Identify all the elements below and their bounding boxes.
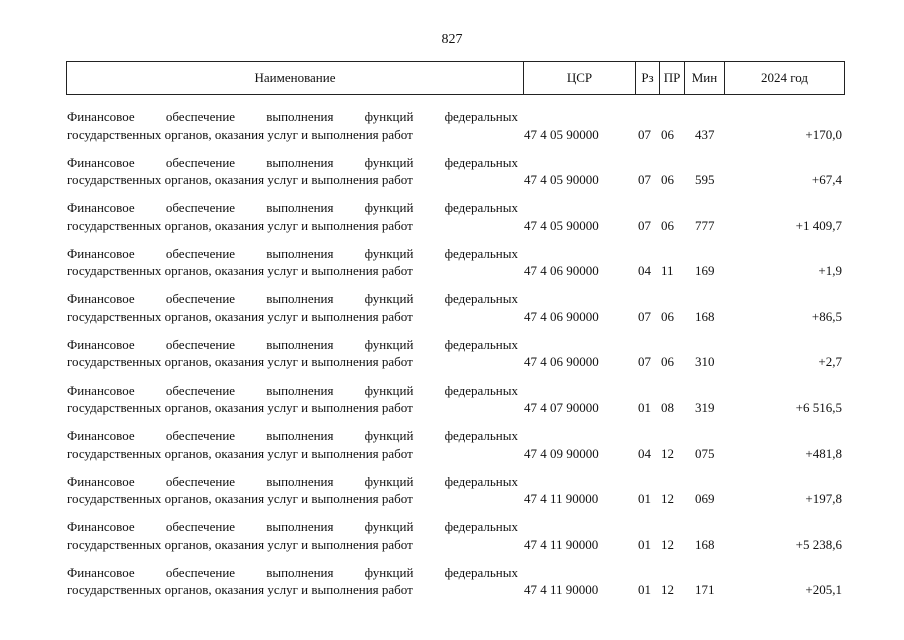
row-min: 310 (695, 354, 715, 370)
row-amount: +86,5 (811, 308, 842, 324)
row-amount: +1 409,7 (795, 217, 842, 233)
table-row (0, 564, 904, 610)
row-min: 075 (695, 445, 715, 461)
row-name-line2: государственных органов, оказания услуг и выполнения работ (67, 400, 413, 416)
table-row (0, 382, 904, 428)
row-name-line2: государственных органов, оказания услуг и выполнения работ (67, 536, 413, 552)
row-min: 169 (695, 263, 715, 279)
row-rz: 04 (638, 263, 651, 279)
row-csr: 47 4 05 90000 (524, 172, 599, 188)
row-name (67, 473, 518, 508)
row-pr: 06 (661, 172, 674, 188)
table-body (0, 108, 904, 610)
row-min: 069 (695, 491, 715, 507)
table-row (0, 473, 904, 519)
row-rz: 01 (638, 491, 651, 507)
table-row (0, 290, 904, 336)
table-row (0, 518, 904, 564)
row-name (67, 427, 518, 462)
row-rz: 07 (638, 172, 651, 188)
row-name (67, 564, 518, 599)
row-amount: +5 238,6 (795, 536, 842, 552)
row-name (67, 245, 518, 280)
table-row (0, 199, 904, 245)
row-csr: 47 4 06 90000 (524, 263, 599, 279)
row-rz: 04 (638, 445, 651, 461)
row-name-line1: Финансовое обеспечение выполнения функций федеральных (67, 428, 518, 444)
row-min: 777 (695, 217, 715, 233)
header-csr: ЦСР (523, 62, 635, 94)
row-csr: 47 4 11 90000 (524, 491, 599, 507)
row-pr: 08 (661, 400, 674, 416)
row-name (67, 382, 518, 417)
row-rz: 01 (638, 536, 651, 552)
row-name-line1: Финансовое обеспечение выполнения функций федеральных (67, 245, 518, 261)
row-rz: 01 (638, 582, 651, 598)
row-name-line1: Финансовое обеспечение выполнения функций федеральных (67, 291, 518, 307)
row-pr: 12 (661, 536, 674, 552)
row-name-line1: Финансовое обеспечение выполнения функций федеральных (67, 109, 518, 124)
row-name (67, 336, 518, 371)
page-number: 827 (441, 32, 463, 47)
header-year: 2024 год (724, 62, 844, 94)
row-min: 437 (695, 126, 715, 142)
row-name-line1: Финансовое обеспечение выполнения функций федеральных (67, 519, 518, 535)
row-name (67, 154, 518, 189)
row-name (67, 108, 518, 143)
row-csr: 47 4 09 90000 (524, 445, 599, 461)
row-name-line1: Финансовое обеспечение выполнения функций федеральных (67, 382, 518, 398)
row-amount: +1,9 (818, 263, 842, 279)
row-pr: 06 (661, 308, 674, 324)
row-amount: +481,8 (805, 445, 842, 461)
row-csr: 47 4 05 90000 (524, 217, 599, 233)
row-rz: 07 (638, 217, 651, 233)
row-pr: 11 (661, 263, 674, 279)
row-csr: 47 4 05 90000 (524, 126, 599, 142)
row-name (67, 290, 518, 325)
row-name-line2: государственных органов, оказания услуг и выполнения работ (67, 354, 413, 370)
row-name-line2: государственных органов, оказания услуг и выполнения работ (67, 582, 413, 598)
row-name-line2: государственных органов, оказания услуг и выполнения работ (67, 491, 413, 507)
row-pr: 06 (661, 217, 674, 233)
header-rz: Рз (635, 62, 659, 94)
row-name (67, 518, 518, 553)
row-pr: 12 (661, 445, 674, 461)
row-name-line2: государственных органов, оказания услуг и выполнения работ (67, 308, 413, 324)
row-amount: +67,4 (811, 172, 842, 188)
header-min: Мин (684, 62, 724, 94)
table-header (66, 61, 845, 95)
row-pr: 06 (661, 126, 674, 142)
row-rz: 07 (638, 354, 651, 370)
row-amount: +205,1 (805, 582, 842, 598)
row-csr: 47 4 06 90000 (524, 308, 599, 324)
row-min: 168 (695, 308, 715, 324)
table-row (0, 427, 904, 473)
row-rz: 07 (638, 308, 651, 324)
row-name-line2: государственных органов, оказания услуг и выполнения работ (67, 263, 413, 279)
row-name-line1: Финансовое обеспечение выполнения функций федеральных (67, 564, 518, 580)
row-name-line1: Финансовое обеспечение выполнения функций федеральных (67, 473, 518, 489)
row-amount: +170,0 (805, 126, 842, 142)
row-csr: 47 4 07 90000 (524, 400, 599, 416)
row-name-line2: государственных органов, оказания услуг и выполнения работ (67, 445, 413, 461)
row-name-line2: государственных органов, оказания услуг и выполнения работ (67, 126, 413, 142)
row-min: 319 (695, 400, 715, 416)
row-rz: 01 (638, 400, 651, 416)
row-pr: 12 (661, 491, 674, 507)
row-name-line2: государственных органов, оказания услуг и выполнения работ (67, 217, 413, 233)
header-pr: ПР (659, 62, 684, 94)
table-row (0, 245, 904, 291)
row-rz: 07 (638, 126, 651, 142)
row-name-line1: Финансовое обеспечение выполнения функций федеральных (67, 154, 518, 170)
row-pr: 12 (661, 582, 674, 598)
header-name: Наименование (254, 70, 336, 85)
row-amount: +6 516,5 (795, 400, 842, 416)
row-name-line1: Финансовое обеспечение выполнения функций федеральных (67, 200, 518, 216)
row-name (67, 199, 518, 234)
row-name-line2: государственных органов, оказания услуг и выполнения работ (67, 172, 413, 188)
row-amount: +2,7 (818, 354, 842, 370)
row-min: 168 (695, 536, 715, 552)
table-row (0, 108, 904, 154)
row-amount: +197,8 (805, 491, 842, 507)
row-csr: 47 4 11 90000 (524, 536, 599, 552)
row-csr: 47 4 11 90000 (524, 582, 599, 598)
row-csr: 47 4 06 90000 (524, 354, 599, 370)
table-row (0, 336, 904, 382)
table-row (0, 154, 904, 200)
row-pr: 06 (661, 354, 674, 370)
row-name-line1: Финансовое обеспечение выполнения функций федеральных (67, 336, 518, 352)
row-min: 595 (695, 172, 715, 188)
row-min: 171 (695, 582, 715, 598)
